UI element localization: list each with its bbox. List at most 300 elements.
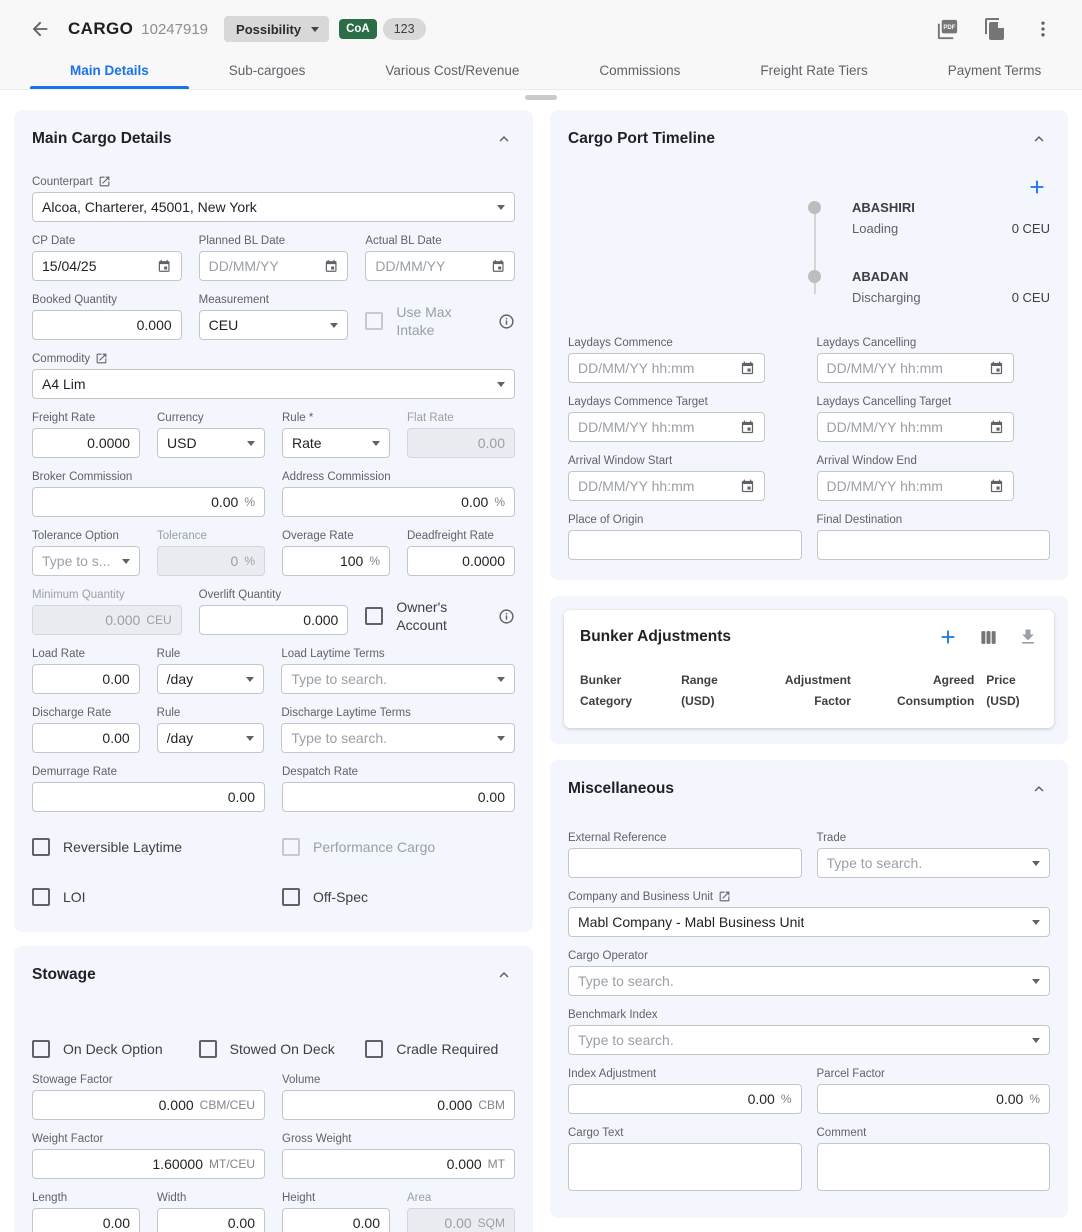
discharge-laytime-terms-field (281, 705, 515, 753)
loi-label: LOI (63, 889, 86, 905)
demurrage-rate-label: Demurrage Rate (32, 765, 118, 778)
stowed-on-deck-checkbox[interactable] (199, 1040, 217, 1058)
rule-value: Rate (292, 435, 322, 451)
page-content (0, 90, 1082, 1232)
off-spec-checkbox[interactable] (282, 888, 300, 906)
performance-cargo-field (282, 838, 515, 856)
col-agreed-consumption: Agreed Consumption (896, 673, 975, 708)
load-rule-label: Rule (156, 647, 181, 660)
cbm-unit: CBM (478, 1098, 505, 1112)
tab-various-cost-revenue[interactable]: Various Cost/Revenue (385, 63, 520, 78)
cargo-id: 10247919 (141, 20, 209, 38)
cargo-operator-label: Cargo Operator (568, 949, 648, 962)
load-rate-field (32, 646, 140, 694)
comment-field (817, 1125, 1051, 1196)
laydays-cancelling-target-input[interactable] (817, 412, 1014, 442)
area-label: Area (407, 1191, 432, 1204)
discharge-rule-label: Rule (156, 706, 181, 719)
plus-icon (1026, 176, 1048, 198)
col-range-usd: Range (USD) (681, 673, 718, 708)
add-bunker-adjustment-button[interactable] (937, 626, 959, 648)
cradle-required-label: Cradle Required (396, 1041, 499, 1057)
trade-select[interactable] (817, 848, 1051, 878)
planned-bl-date-input[interactable] (199, 251, 349, 281)
bunker-table-header (580, 670, 1038, 712)
tolerance-label: Tolerance (157, 529, 207, 542)
company-business-unit-label: Company and Business Unit (568, 890, 714, 903)
calendar-icon[interactable] (740, 478, 755, 495)
volume-field (282, 1072, 515, 1120)
cradle-required-checkbox[interactable] (365, 1040, 383, 1058)
laydays-commence-field (568, 335, 802, 383)
laydays-commence-label: Laydays Commence (568, 336, 673, 349)
length-input[interactable] (32, 1208, 140, 1232)
area-input (407, 1208, 515, 1232)
status-dropdown[interactable] (224, 16, 329, 42)
chevron-down-icon (1032, 861, 1040, 866)
arrival-window-end-label: Arrival Window End (816, 454, 917, 467)
booked-quantity-field (32, 292, 182, 340)
load-laytime-terms-label: Load Laytime Terms (281, 647, 385, 660)
timeline-port-item[interactable] (808, 269, 1050, 309)
tolerance-option-label: Tolerance Option (32, 529, 119, 542)
planned-bl-date-label: Planned BL Date (198, 234, 286, 247)
bunker-adjustments-card (564, 610, 1054, 728)
chevron-down-icon (372, 441, 380, 446)
collapse-main-details-button[interactable] (493, 128, 515, 150)
on-deck-option-checkbox[interactable] (32, 1040, 50, 1058)
actual-bl-date-input[interactable] (365, 251, 515, 281)
col-bunker-category: Bunker Category (580, 673, 633, 708)
comment-label: Comment (816, 1126, 867, 1139)
tab-main-details[interactable]: Main Details (30, 52, 189, 89)
trade-placeholder: Type to search. (826, 855, 923, 871)
height-input[interactable] (282, 1208, 390, 1232)
owners-account-label: Owner's Account (396, 598, 448, 633)
laydays-cancelling-input[interactable] (817, 353, 1014, 383)
timeline-dot-icon (808, 270, 821, 283)
collapse-miscellaneous-button[interactable] (1028, 778, 1050, 800)
percent-unit: % (780, 1092, 792, 1106)
chevron-down-icon (311, 27, 319, 32)
external-reference-label: External Reference (568, 831, 667, 844)
rule-select[interactable] (282, 428, 390, 458)
performance-cargo-label: Performance Cargo (313, 839, 436, 855)
tolerance-input (157, 546, 265, 576)
cp-date-field (32, 233, 182, 281)
height-field (282, 1190, 390, 1232)
sqm-unit: SQM (477, 1216, 505, 1230)
measurement-label: Measurement (198, 293, 269, 306)
cargo-port-timeline-title: Cargo Port Timeline (568, 130, 715, 147)
stowage-factor-input[interactable] (32, 1090, 265, 1120)
cradle-required-field (365, 1040, 515, 1058)
chevron-up-icon (495, 966, 513, 984)
chevron-down-icon (247, 441, 255, 446)
plus-icon (937, 626, 959, 648)
final-destination-input[interactable] (817, 530, 1051, 560)
calendar-icon[interactable] (740, 419, 755, 436)
overage-rate-field (282, 528, 390, 576)
miscellaneous-title: Miscellaneous (568, 780, 674, 797)
laydays-commence-target-input[interactable] (568, 412, 765, 442)
page-title: CARGO (68, 19, 134, 38)
address-commission-input[interactable] (282, 487, 515, 517)
export-pdf-button[interactable] (934, 16, 960, 42)
left-column (14, 110, 533, 1232)
commodity-select[interactable] (32, 369, 515, 399)
main-cargo-details-card (14, 110, 533, 932)
discharge-rule-field (157, 705, 265, 753)
load-rule-value: /day (166, 671, 194, 687)
tab-sub-cargoes[interactable]: Sub-cargoes (228, 63, 306, 78)
index-adjustment-label: Index Adjustment (568, 1067, 657, 1080)
duplicate-button[interactable] (982, 16, 1008, 42)
arrival-window-end-field (817, 453, 1051, 501)
height-label: Height (282, 1191, 316, 1204)
commodity-field (32, 351, 515, 399)
timeline-dot-icon (808, 201, 821, 214)
stowed-on-deck-field (199, 1040, 349, 1058)
weight-factor-input[interactable] (32, 1149, 265, 1179)
flat-rate-field (407, 410, 515, 458)
on-deck-option-label: On Deck Option (63, 1041, 163, 1057)
pdf-icon (935, 17, 960, 42)
index-adjustment-field (568, 1066, 802, 1114)
broker-commission-input[interactable] (32, 487, 265, 517)
booked-quantity-input[interactable] (32, 310, 182, 340)
arrival-window-start-input[interactable] (568, 471, 765, 501)
chevron-down-icon (122, 559, 130, 564)
svg-text:PDF: PDF (942, 24, 955, 31)
tolerance-option-field (32, 528, 140, 576)
broker-commission-field (32, 469, 265, 517)
minimum-quantity-label: Minimum Quantity (32, 588, 125, 601)
commodity-label: Commodity (32, 352, 91, 365)
actual-bl-date-label: Actual BL Date (365, 234, 442, 247)
add-port-button[interactable] (1026, 176, 1048, 198)
company-business-unit-field (568, 889, 1050, 937)
collapse-timeline-button[interactable] (1028, 128, 1050, 150)
chevron-down-icon (1032, 979, 1040, 984)
actual-bl-date-field (365, 233, 515, 281)
status-dropdown-value: Possibility (236, 21, 302, 37)
main-cargo-details-title: Main Cargo Details (32, 130, 172, 147)
overage-rate-label: Overage Rate (282, 529, 354, 542)
back-button[interactable] (26, 15, 54, 43)
performance-cargo-checkbox (282, 838, 300, 856)
reversible-laytime-checkbox[interactable] (32, 838, 50, 856)
currency-select[interactable] (157, 428, 265, 458)
volume-label: Volume (282, 1073, 321, 1086)
columns-icon (979, 628, 998, 647)
place-of-origin-label: Place of Origin (568, 513, 644, 526)
port-name: ABADAN (852, 269, 909, 284)
chevron-down-icon (497, 736, 505, 741)
counterpart-label: Counterpart (32, 175, 93, 188)
benchmark-index-field (568, 1007, 1050, 1055)
column-resize-handle[interactable] (525, 95, 557, 100)
right-column (550, 110, 1068, 1218)
volume-input[interactable] (282, 1090, 515, 1120)
bunker-adjustments-title: Bunker Adjustments (580, 628, 732, 645)
mt-ceu-unit: MT/CEU (209, 1157, 255, 1171)
rule-label: Rule * (282, 411, 314, 424)
cbm-ceu-unit: CBM/CEU (199, 1098, 255, 1112)
freight-rate-field (32, 410, 140, 458)
place-of-origin-field (568, 512, 802, 560)
col-price-usd: Price (USD) (986, 673, 1020, 708)
stowed-on-deck-label: Stowed On Deck (229, 1041, 335, 1057)
laydays-cancelling-field (817, 335, 1051, 383)
percent-unit: % (1029, 1092, 1040, 1106)
open-in-new-icon[interactable] (98, 175, 111, 188)
flat-rate-label: Flat Rate (407, 411, 454, 424)
laydays-cancelling-label: Laydays Cancelling (816, 336, 917, 349)
gross-weight-input[interactable] (282, 1149, 515, 1179)
laydays-commence-target-field (568, 394, 802, 442)
miscellaneous-card (550, 760, 1068, 1218)
length-field (32, 1190, 140, 1232)
final-destination-field (817, 512, 1051, 560)
counterpart-value: Alcoa, Charterer, 45001, New York (42, 199, 257, 215)
benchmark-index-placeholder: Type to search. (578, 1032, 674, 1048)
chevron-down-icon (497, 205, 505, 210)
loi-checkbox[interactable] (32, 888, 50, 906)
minimum-quantity-field (32, 587, 182, 635)
benchmark-index-label: Benchmark Index (568, 1008, 658, 1021)
place-of-origin-input[interactable] (568, 530, 802, 560)
measurement-select[interactable] (199, 310, 349, 340)
owners-account-checkbox[interactable] (365, 607, 383, 625)
page-header (0, 0, 1082, 90)
chevron-up-icon (1030, 780, 1048, 798)
chevron-down-icon (497, 677, 505, 682)
percent-unit: % (369, 554, 380, 568)
coa-badge: CoA (339, 19, 377, 39)
stowage-factor-label: Stowage Factor (32, 1073, 113, 1086)
reversible-laytime-field (32, 838, 265, 856)
info-icon[interactable] (498, 313, 515, 330)
overlift-quantity-field (199, 587, 349, 635)
download-button[interactable] (1018, 627, 1038, 647)
calendar-icon[interactable] (157, 258, 171, 275)
port-quantity: 0 CEU (1011, 290, 1050, 305)
company-business-unit-select[interactable] (568, 907, 1050, 937)
stowage-card (14, 946, 533, 1232)
load-rate-input[interactable] (32, 664, 140, 694)
arrival-window-start-field (568, 453, 802, 501)
tolerance-option-select[interactable] (32, 546, 140, 576)
cargo-text-label: Cargo Text (568, 1126, 624, 1139)
off-spec-field (282, 888, 515, 906)
discharge-laytime-terms-select[interactable] (281, 723, 515, 753)
discharge-rate-input[interactable] (32, 723, 140, 753)
laydays-cancelling-target-label: Laydays Cancelling Target (816, 395, 952, 408)
despatch-rate-field (282, 764, 515, 812)
cargo-text-field (568, 1125, 802, 1196)
commodity-value: A4 Lim (42, 376, 86, 392)
load-rule-select[interactable] (157, 664, 265, 694)
deadfreight-rate-label: Deadfreight Rate (407, 529, 494, 542)
owners-account-field (365, 587, 515, 635)
tab-payment-terms[interactable]: Payment Terms (947, 63, 1042, 78)
use-max-intake-field (365, 292, 515, 340)
cargo-operator-field (568, 948, 1050, 996)
discharge-laytime-terms-label: Discharge Laytime Terms (281, 706, 411, 719)
chevron-down-icon (246, 736, 254, 741)
tab-commissions[interactable]: Commissions (599, 63, 681, 78)
collapse-stowage-button[interactable] (493, 964, 515, 986)
open-in-new-icon[interactable] (718, 890, 731, 903)
load-laytime-terms-field (281, 646, 515, 694)
port-quantity: 0 CEU (1011, 221, 1050, 236)
percent-unit: % (244, 495, 255, 509)
column-settings-button[interactable] (979, 628, 998, 647)
area-field (407, 1190, 515, 1232)
calendar-icon[interactable] (989, 360, 1004, 377)
final-destination-label: Final Destination (816, 513, 903, 526)
deadfreight-rate-input[interactable] (407, 546, 515, 576)
demurrage-rate-input[interactable] (32, 782, 265, 812)
cp-date-label: CP Date (32, 234, 76, 247)
demurrage-rate-field (32, 764, 265, 812)
weight-factor-field (32, 1131, 265, 1179)
use-max-intake-label: Use Max Intake (396, 303, 452, 338)
chevron-down-icon (246, 677, 254, 682)
tolerance-option-placeholder: Type to s... (42, 553, 111, 569)
arrival-window-start-label: Arrival Window Start (568, 454, 673, 467)
currency-field (157, 410, 265, 458)
header-actions (934, 16, 1056, 42)
planned-bl-date-field (199, 233, 349, 281)
download-icon (1018, 627, 1038, 647)
port-function: Discharging (852, 290, 921, 305)
calendar-icon[interactable] (989, 419, 1004, 436)
currency-value: USD (167, 435, 197, 451)
index-adjustment-input[interactable] (568, 1084, 802, 1114)
rule-field (282, 410, 390, 458)
tolerance-field (157, 528, 265, 576)
load-rate-label: Load Rate (32, 647, 86, 660)
arrival-window-end-input[interactable] (817, 471, 1014, 501)
load-laytime-terms-select[interactable] (281, 664, 515, 694)
percent-unit: % (244, 554, 255, 568)
calendar-icon[interactable] (989, 478, 1004, 495)
flat-rate-input (407, 428, 515, 458)
copy-icon (983, 17, 1007, 41)
parcel-factor-field (817, 1066, 1051, 1114)
loi-field (32, 888, 265, 906)
chevron-down-icon (497, 382, 505, 387)
percent-unit: % (494, 495, 505, 509)
more-menu-button[interactable] (1030, 16, 1056, 42)
chevron-up-icon (1030, 130, 1048, 148)
comment-input[interactable] (817, 1143, 1051, 1191)
address-commission-field (282, 469, 515, 517)
info-icon[interactable] (498, 608, 515, 625)
overlift-quantity-input[interactable] (199, 605, 349, 635)
timeline-port-item[interactable] (808, 200, 1050, 240)
overage-rate-input[interactable] (282, 546, 390, 576)
cargo-operator-placeholder: Type to search. (578, 973, 674, 989)
col-adjustment-factor: Adjustment Factor (784, 673, 851, 708)
cp-date-input[interactable] (32, 251, 182, 281)
load-laytime-terms-placeholder: Type to search. (291, 671, 388, 687)
cargo-text-input[interactable] (568, 1143, 802, 1191)
cargo-operator-select[interactable] (568, 966, 1050, 996)
gross-weight-field (282, 1131, 515, 1179)
booked-quantity-label: Booked Quantity (32, 293, 118, 306)
chevron-down-icon (1032, 1038, 1040, 1043)
parcel-factor-label: Parcel Factor (816, 1067, 885, 1080)
external-reference-field (568, 830, 802, 878)
tab-freight-rate-tiers[interactable]: Freight Rate Tiers (760, 63, 868, 78)
port-timeline (568, 200, 1050, 309)
header-top-bar (0, 0, 1082, 52)
minimum-quantity-input (32, 605, 182, 635)
chevron-down-icon (330, 323, 338, 328)
laydays-commence-input[interactable] (568, 353, 765, 383)
benchmark-index-select[interactable] (568, 1025, 1050, 1055)
discharge-laytime-terms-placeholder: Type to search. (291, 730, 388, 746)
use-max-intake-checkbox (365, 312, 383, 330)
freight-rate-label: Freight Rate (32, 411, 96, 424)
width-label: Width (157, 1191, 187, 1204)
kebab-menu-icon (1033, 19, 1053, 39)
measurement-field (199, 292, 349, 340)
cargo-port-timeline-card (550, 110, 1068, 580)
port-name: ABASHIRI (852, 200, 915, 215)
parcel-factor-input[interactable] (817, 1084, 1051, 1114)
ceu-unit: CEU (146, 613, 172, 627)
external-reference-input[interactable] (568, 848, 802, 878)
count-badge: 123 (383, 18, 426, 40)
discharge-rule-select[interactable] (157, 723, 265, 753)
freight-rate-input[interactable] (32, 428, 140, 458)
counterpart-field (32, 174, 515, 222)
discharge-rate-field (32, 705, 140, 753)
gross-weight-label: Gross Weight (282, 1132, 352, 1145)
trade-field (817, 830, 1051, 878)
broker-commission-label: Broker Commission (32, 470, 133, 483)
calendar-icon[interactable] (324, 258, 338, 275)
tab-bar (0, 52, 1082, 89)
stowage-factor-field (32, 1072, 265, 1120)
load-rule-field (157, 646, 265, 694)
bunker-adjustments-section (550, 596, 1068, 744)
chevron-down-icon (1032, 920, 1040, 925)
open-in-new-icon[interactable] (95, 352, 108, 365)
currency-label: Currency (157, 411, 204, 424)
on-deck-option-field (32, 1040, 182, 1058)
calendar-icon[interactable] (491, 258, 505, 275)
arrow-left-icon (29, 18, 51, 40)
width-input[interactable] (157, 1208, 265, 1232)
off-spec-label: Off-Spec (313, 889, 368, 905)
despatch-rate-input[interactable] (282, 782, 515, 812)
despatch-rate-label: Despatch Rate (282, 765, 359, 778)
discharge-rate-label: Discharge Rate (32, 706, 112, 719)
chevron-up-icon (495, 130, 513, 148)
counterpart-select[interactable] (32, 192, 515, 222)
calendar-icon[interactable] (740, 360, 755, 377)
laydays-commence-target-label: Laydays Commence Target (568, 395, 708, 408)
deadfreight-rate-field (407, 528, 515, 576)
discharge-rule-value: /day (166, 730, 194, 746)
port-function: Loading (852, 221, 899, 236)
stowage-title: Stowage (32, 966, 96, 983)
